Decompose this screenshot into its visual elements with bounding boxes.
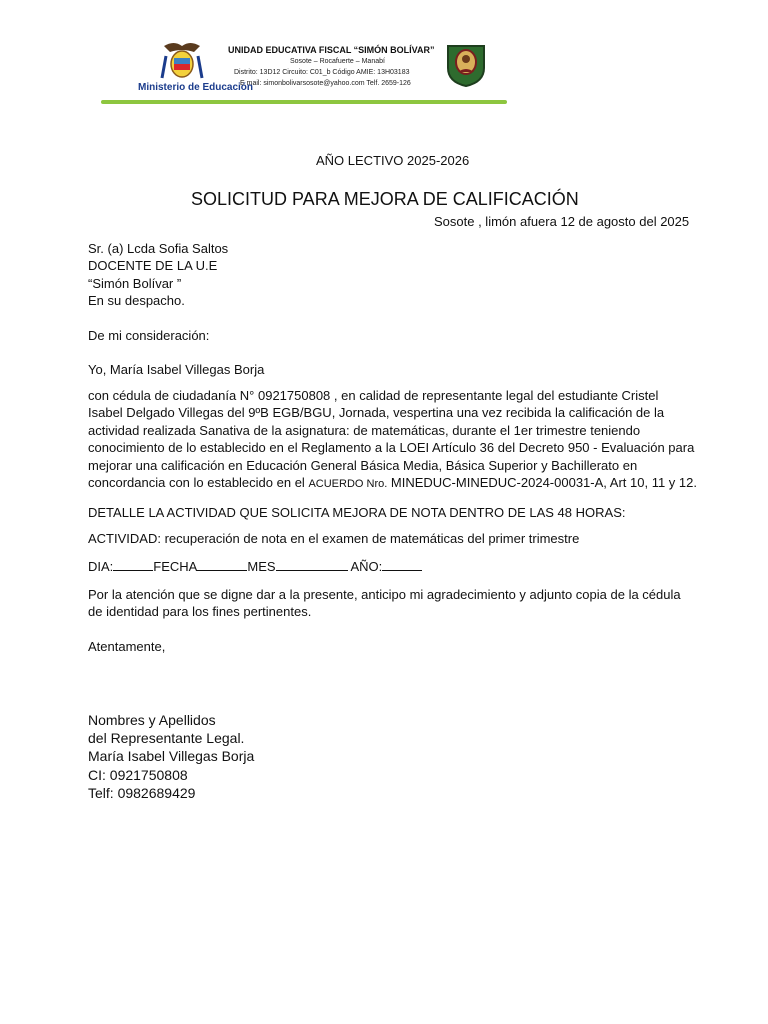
- closing-line: Por la atención que se digne dar a la presente, anticipo mi agradecimiento y adjunto copia de la cédula: [88, 587, 681, 602]
- month-label: MES: [247, 559, 276, 574]
- signature-block: [88, 711, 254, 802]
- body-text: concordancia con lo establecido en el: [88, 475, 309, 491]
- closing-paragraph: [88, 586, 681, 621]
- month-field[interactable]: [276, 558, 348, 571]
- signature-line: CI: 0921750808: [88, 766, 188, 783]
- date-fields-row: [88, 558, 422, 575]
- recipient-block: [88, 240, 228, 310]
- recipient-line: “Simón Bolívar ”: [88, 275, 182, 291]
- signature-line: del Representante Legal.: [88, 730, 245, 747]
- body-line: conocimiento de lo establecido en el Reglamento a la LOEI Artículo 36 del Decreto 950 - Evaluación para: [88, 440, 695, 456]
- intro-line: Yo, María Isabel Villegas Borja: [88, 362, 265, 377]
- year-field[interactable]: [382, 558, 422, 571]
- body-line: con cédula de ciudadanía N° 0921750808 , en calidad de representante legal del estudiante Cristel: [88, 388, 659, 403]
- day-field[interactable]: [113, 558, 153, 571]
- body-line: [88, 474, 697, 493]
- signature-line: Telf: 0982689429: [88, 784, 196, 801]
- ecuador-coat-of-arms-logo: [160, 38, 204, 82]
- day-label: DIA:: [88, 559, 114, 574]
- school-contact-info: E mail: simonbolivarsosote@yahoo.com Telf. 2659-126: [240, 80, 411, 87]
- body-paragraph: [88, 387, 697, 493]
- activity-line: ACTIVIDAD: recuperación de nota en el examen de matemáticas del primer trimestre: [88, 531, 580, 546]
- document-title: SOLICITUD PARA MEJORA DE CALIFICACIÓN: [191, 189, 579, 209]
- signature-line: María Isabel Villegas Borja: [88, 748, 255, 765]
- school-shield-logo: [444, 40, 488, 88]
- body-line: mejorar una calificación en Educación General Básica Media, Básica Superior y Bachillerato en: [88, 457, 638, 473]
- school-district-info: Distrito: 13D12 Circuito: C01_b Código AMIE: 13H03183: [234, 69, 410, 76]
- year-label: AÑO:: [350, 559, 383, 574]
- body-line: Isabel Delgado Villegas del 9ºB EGB/BGU, Jornada, vespertina una vez recibida la calificación de la: [88, 405, 665, 421]
- closing-line: de identidad para los fines pertinentes.: [88, 604, 312, 620]
- activity-detail-heading: DETALLE LA ACTIVIDAD QUE SOLICITA MEJORA DE NOTA DENTRO DE LAS 48 HORAS:: [88, 505, 626, 520]
- signature-line: Nombres y Apellidos: [88, 712, 216, 728]
- school-year: AÑO LECTIVO 2025-2026: [316, 153, 470, 168]
- body-line: actividad realizada Sanativa de la asignatura: de matemáticas, durante el 1er trimestre teniendo: [88, 422, 641, 438]
- place-date: Sosote , limón afuera 12 de agosto del 2025: [434, 214, 690, 229]
- date-label: FECHA: [153, 559, 198, 574]
- greeting: De mi consideración:: [88, 328, 210, 343]
- agreement-label: ACUERDO Nro.: [308, 478, 388, 491]
- recipient-line: DOCENTE DE LA U.E: [88, 258, 218, 274]
- ministry-name: Ministerio de Educación: [138, 82, 254, 93]
- school-name: UNIDAD EDUCATIVA FISCAL “SIMÓN BOLÍVAR”: [228, 45, 435, 55]
- agreement-reference: MINEDUC-MINEDUC-2024-00031-A, Art 10, 11 y 12.: [387, 475, 697, 491]
- header-divider: [101, 100, 507, 104]
- recipient-line: En su despacho.: [88, 293, 185, 309]
- date-field[interactable]: [197, 558, 247, 571]
- school-location: Sosote – Rocafuerte – Manabí: [290, 58, 385, 65]
- sign-off: Atentamente,: [88, 639, 166, 654]
- recipient-line: Sr. (a) Lcda Sofia Saltos: [88, 241, 229, 256]
